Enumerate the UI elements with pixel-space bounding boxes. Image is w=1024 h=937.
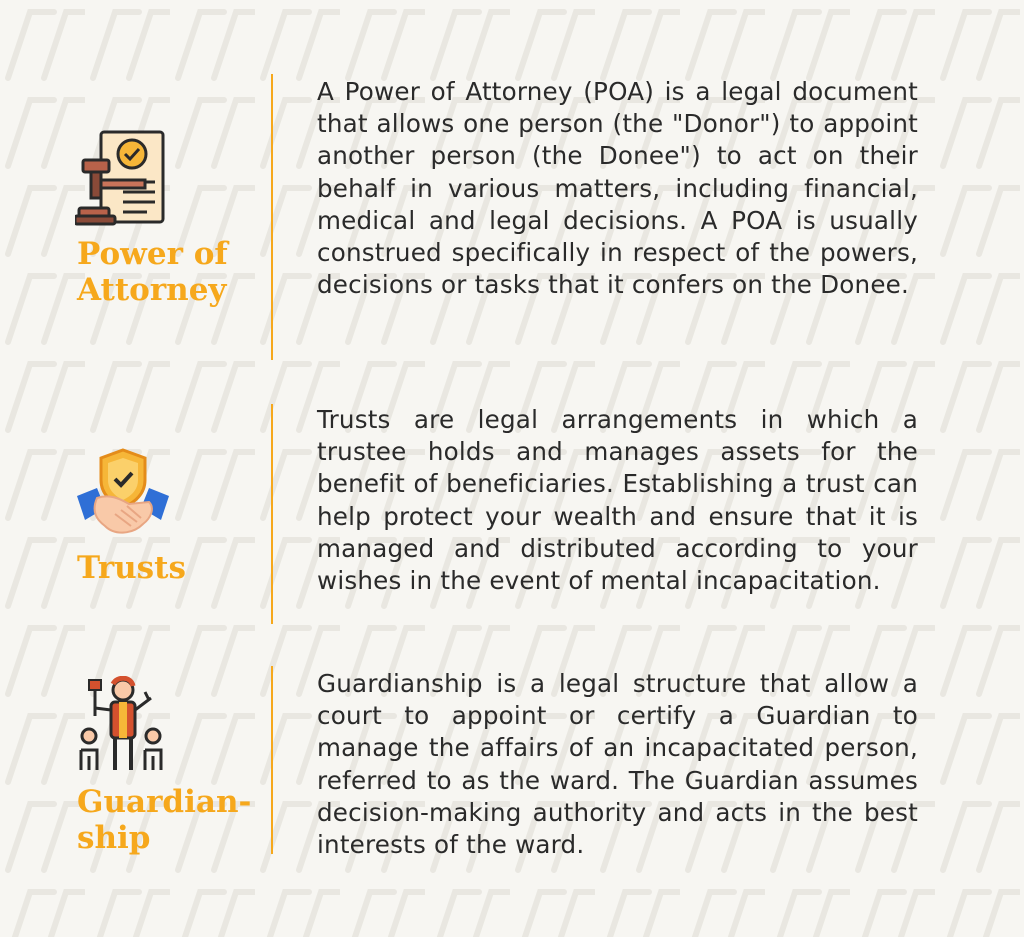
section-divider xyxy=(271,404,273,624)
handshake-shield-icon xyxy=(75,446,171,544)
section-divider xyxy=(271,74,273,360)
section-title: Guardian- ship xyxy=(77,784,252,856)
section-description: Trusts are legal arrangements in which a trustee holds and manages assets for the benefit of beneficiaries. Establishing a trust can help protect your wealth and ensure that it is managed and distributed according to your wishes in the event of mental incapacitation. xyxy=(317,405,918,596)
guardian-family-icon xyxy=(75,676,165,778)
section-title: Trusts xyxy=(77,550,186,586)
section-description: A Power of Attorney (POA) is a legal document that allows one person (the "Donor") to appoint another person (the Donee") to act on their behalf in various matters, including financial, medical and legal decisions. A POA is usually construed specifically in respect of the powers, decisions or tasks that it confers on the Donee. xyxy=(317,77,918,300)
gavel-document-icon xyxy=(75,130,167,230)
section-description: Guardianship is a legal structure that allow a court to appoint or certify a Guardian to manage the affairs of an incapacitated person, referred to as the ward. The Guardian assumes decision-making authority and acts in the best interests of the ward. xyxy=(317,669,918,860)
section-divider xyxy=(271,666,273,854)
section-title: Power of Attorney xyxy=(77,236,228,308)
